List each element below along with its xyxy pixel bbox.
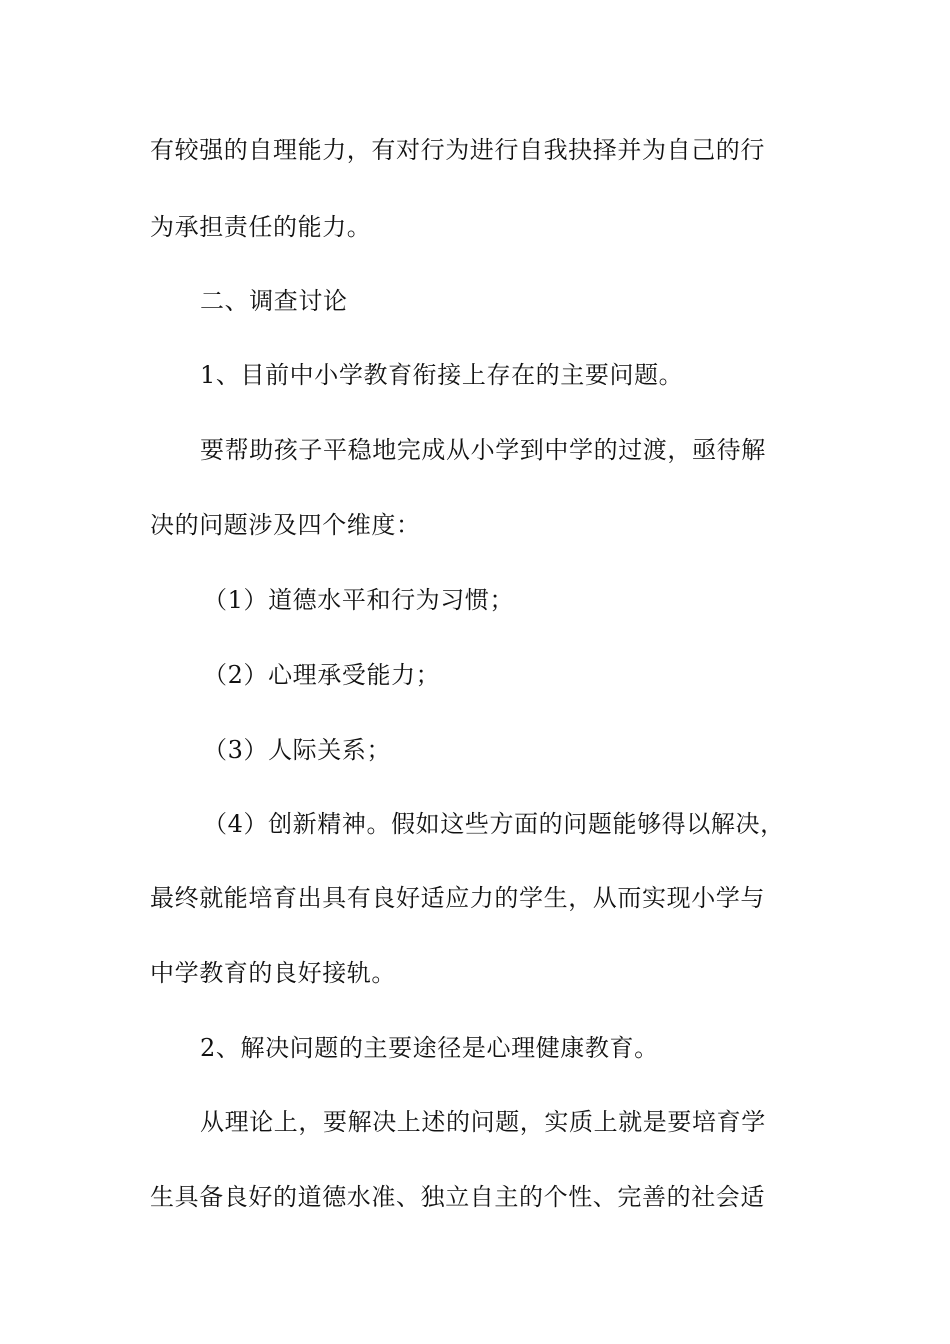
list-item: （3）人际关系； (203, 736, 392, 764)
body-text-line: 从理论上，要解决上述的问题，实质上就是要培育学 (200, 1108, 766, 1136)
list-item: （1）道德水平和行为习惯； (203, 586, 515, 614)
subsection-heading: 1、目前中小学教育衔接上存在的主要问题。 (200, 361, 684, 389)
list-item: （2）心理承受能力； (203, 661, 441, 689)
body-text-line: 最终就能培育出具有良好适应力的学生，从而实现小学与 (150, 884, 765, 912)
body-text-line: 中学教育的良好接轨。 (150, 959, 396, 987)
section-heading: 二、调查讨论 (200, 287, 348, 315)
body-text-line: 决的问题涉及四个维度： (150, 511, 421, 539)
body-text-line: 为承担责任的能力。 (150, 213, 372, 241)
body-text-line: 要帮助孩子平稳地完成从小学到中学的过渡，亟待解 (200, 436, 766, 464)
body-text-line: 生具备良好的道德水准、独立自主的个性、完善的社会适 (150, 1183, 765, 1211)
subsection-heading: 2、解决问题的主要途径是心理健康教育。 (200, 1034, 659, 1062)
body-text-line: 有较强的自理能力，有对行为进行自我抉择并为自己的行 (150, 136, 765, 164)
list-item: （4）创新精神。假如这些方面的问题能够得以解决， (203, 810, 785, 838)
